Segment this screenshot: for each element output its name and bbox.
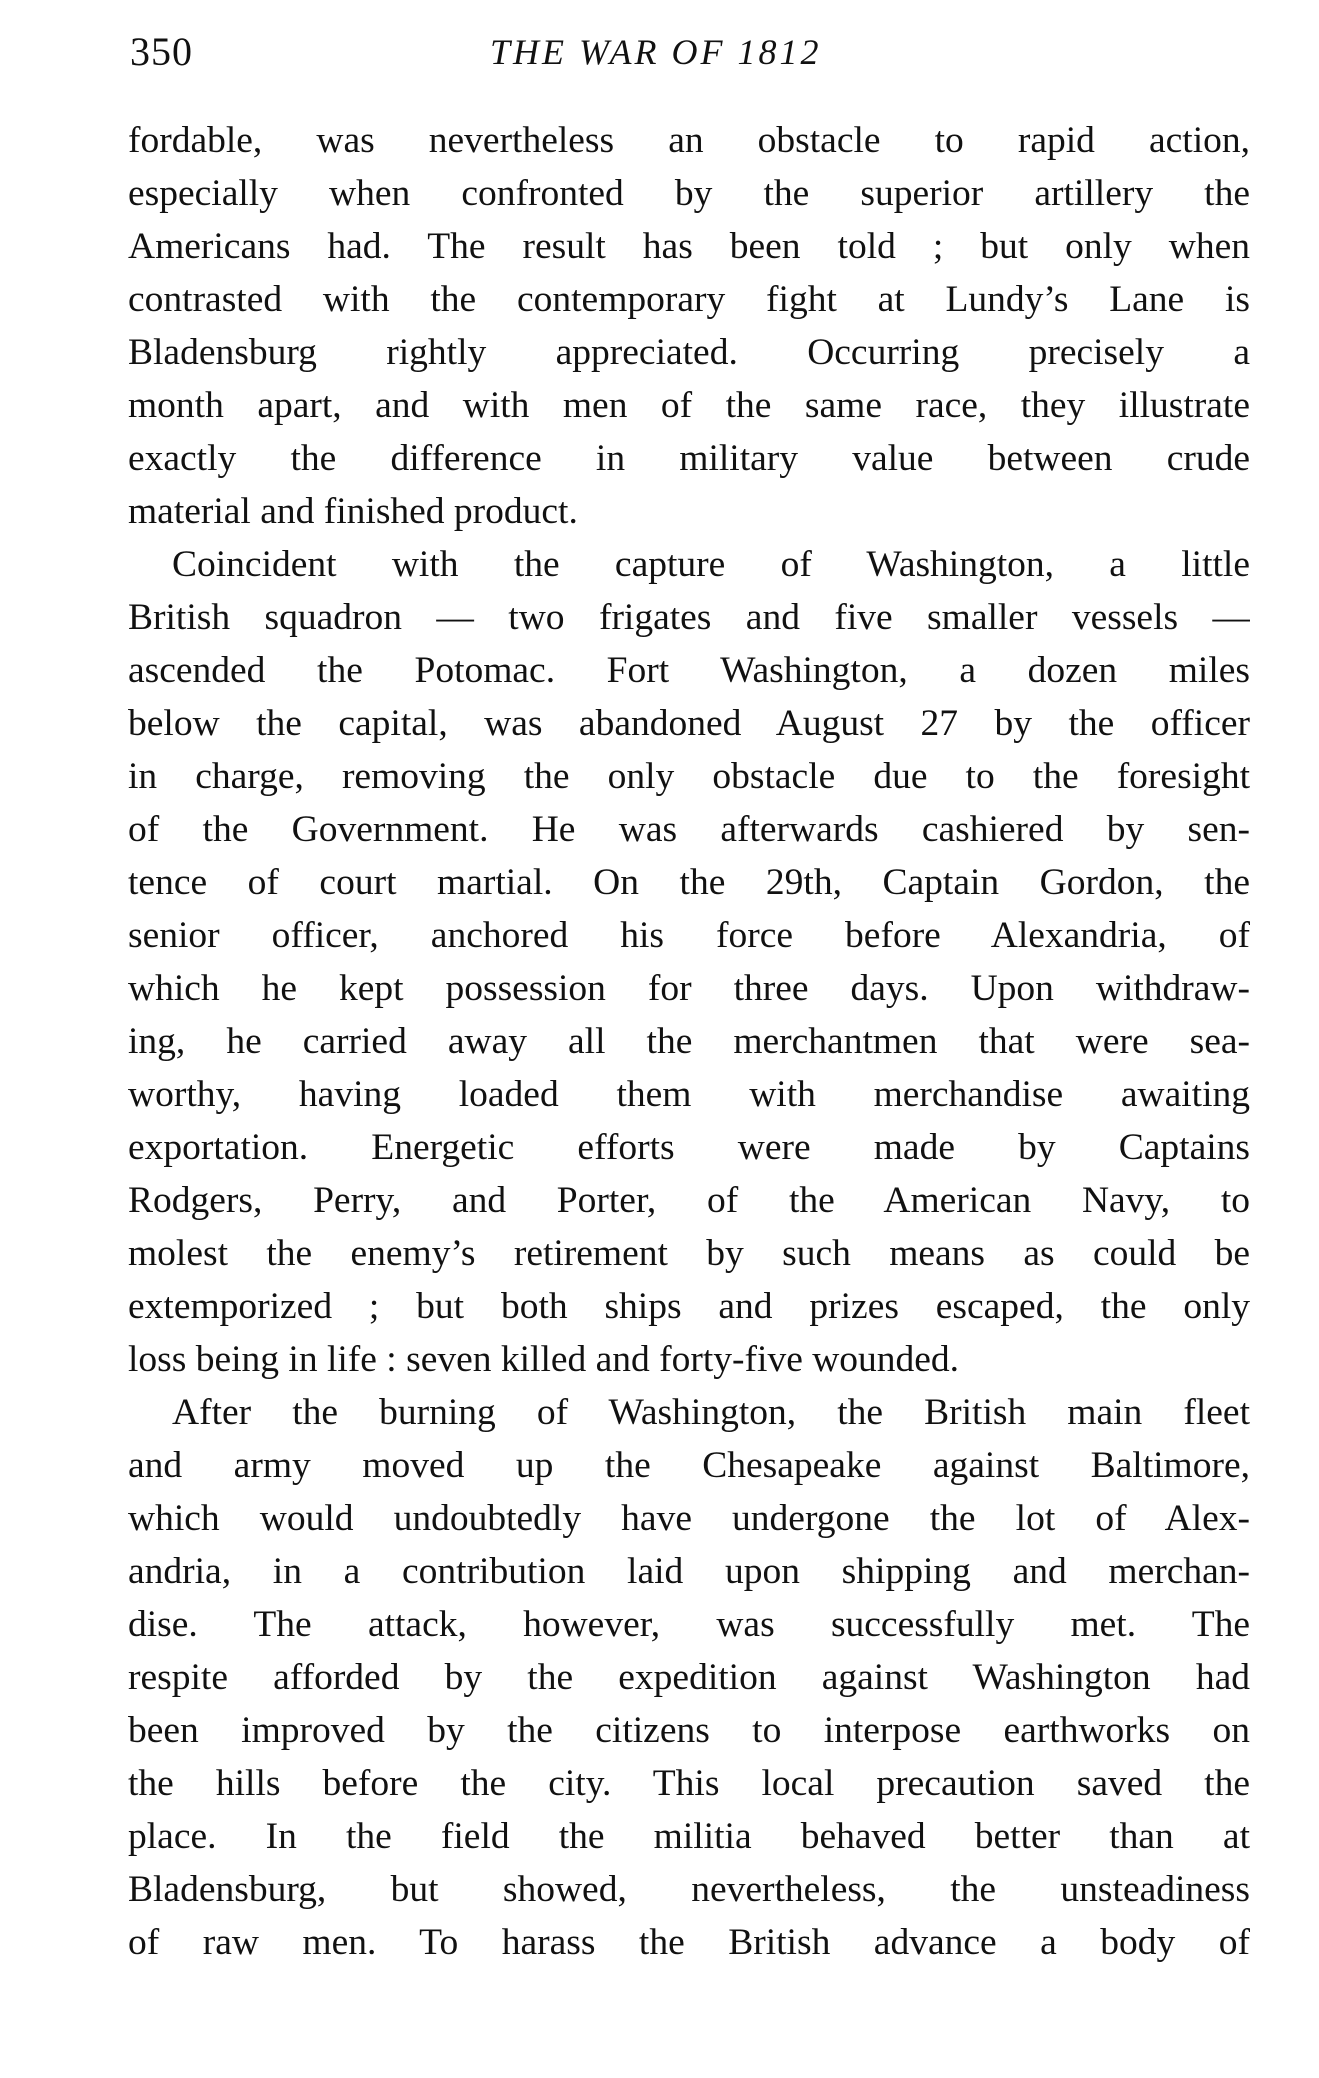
text-line: especially when confronted by the superior artillery the (128, 173, 1250, 214)
text-line: extemporized ; but both ships and prizes escaped, the only (128, 1286, 1250, 1327)
text-line: British squadron — two frigates and five smaller vessels — (128, 597, 1250, 638)
text-line: Bladensburg, but showed, nevertheless, the unsteadiness (128, 1869, 1250, 1910)
text-line: dise. The attack, however, was successfully met. The (128, 1604, 1250, 1645)
text-line: andria, in a contribution laid upon shipping and merchan- (128, 1551, 1250, 1592)
text-line: and army moved up the Chesapeake against Baltimore, (128, 1445, 1250, 1486)
paragraph-first-line: After the burning of Washington, the British main fleet (172, 1392, 1250, 1433)
text-line: loss being in life : seven killed and forty-five wounded. (128, 1339, 960, 1380)
text-line: Rodgers, Perry, and Porter, of the American Navy, to (128, 1180, 1250, 1221)
running-head (130, 22, 1260, 82)
text-line: exactly the difference in military value between crude (128, 438, 1250, 479)
text-line: ascended the Potomac. Fort Washington, a dozen miles (128, 650, 1250, 691)
text-line: Bladensburg rightly appreciated. Occurring precisely a (128, 332, 1250, 373)
text-line: the hills before the city. This local precaution saved the (128, 1763, 1250, 1804)
text-line: Americans had. The result has been told ; but only when (128, 226, 1250, 267)
text-line: which he kept possession for three days. Upon withdraw- (128, 968, 1250, 1009)
text-line: respite afforded by the expedition against Washington had (128, 1657, 1250, 1698)
body-text (128, 114, 1250, 1969)
text-line: tence of court martial. On the 29th, Captain Gordon, the (128, 862, 1250, 903)
text-line: month apart, and with men of the same race, they illustrate (128, 385, 1250, 426)
text-line: of raw men. To harass the British advance a body of (128, 1922, 1250, 1963)
text-line: below the capital, was abandoned August 27 by the officer (128, 703, 1250, 744)
text-line: place. In the field the militia behaved better than at (128, 1816, 1250, 1857)
text-line: senior officer, anchored his force before Alexandria, of (128, 915, 1250, 956)
text-line: fordable, was nevertheless an obstacle to rapid action, (128, 120, 1250, 161)
text-line: of the Government. He was afterwards cashiered by sen- (128, 809, 1250, 850)
running-title: THE WAR OF 1812 (490, 32, 822, 72)
page-number: 350 (130, 29, 193, 74)
paragraph-first-line: Coincident with the capture of Washington, a little (172, 544, 1250, 585)
text-line: molest the enemy’s retirement by such means as could be (128, 1233, 1250, 1274)
text-line: in charge, removing the only obstacle due to the foresight (128, 756, 1250, 797)
text-line: exportation. Energetic efforts were made by Captains (128, 1127, 1250, 1168)
text-line: material and finished product. (128, 491, 578, 532)
text-line: which would undoubtedly have undergone the lot of Alex- (128, 1498, 1250, 1539)
text-line: contrasted with the contemporary fight at Lundy’s Lane is (128, 279, 1250, 320)
text-line: been improved by the citizens to interpose earthworks on (128, 1710, 1250, 1751)
text-line: ing, he carried away all the merchantmen that were sea- (128, 1021, 1250, 1062)
text-line: worthy, having loaded them with merchandise awaiting (128, 1074, 1250, 1115)
